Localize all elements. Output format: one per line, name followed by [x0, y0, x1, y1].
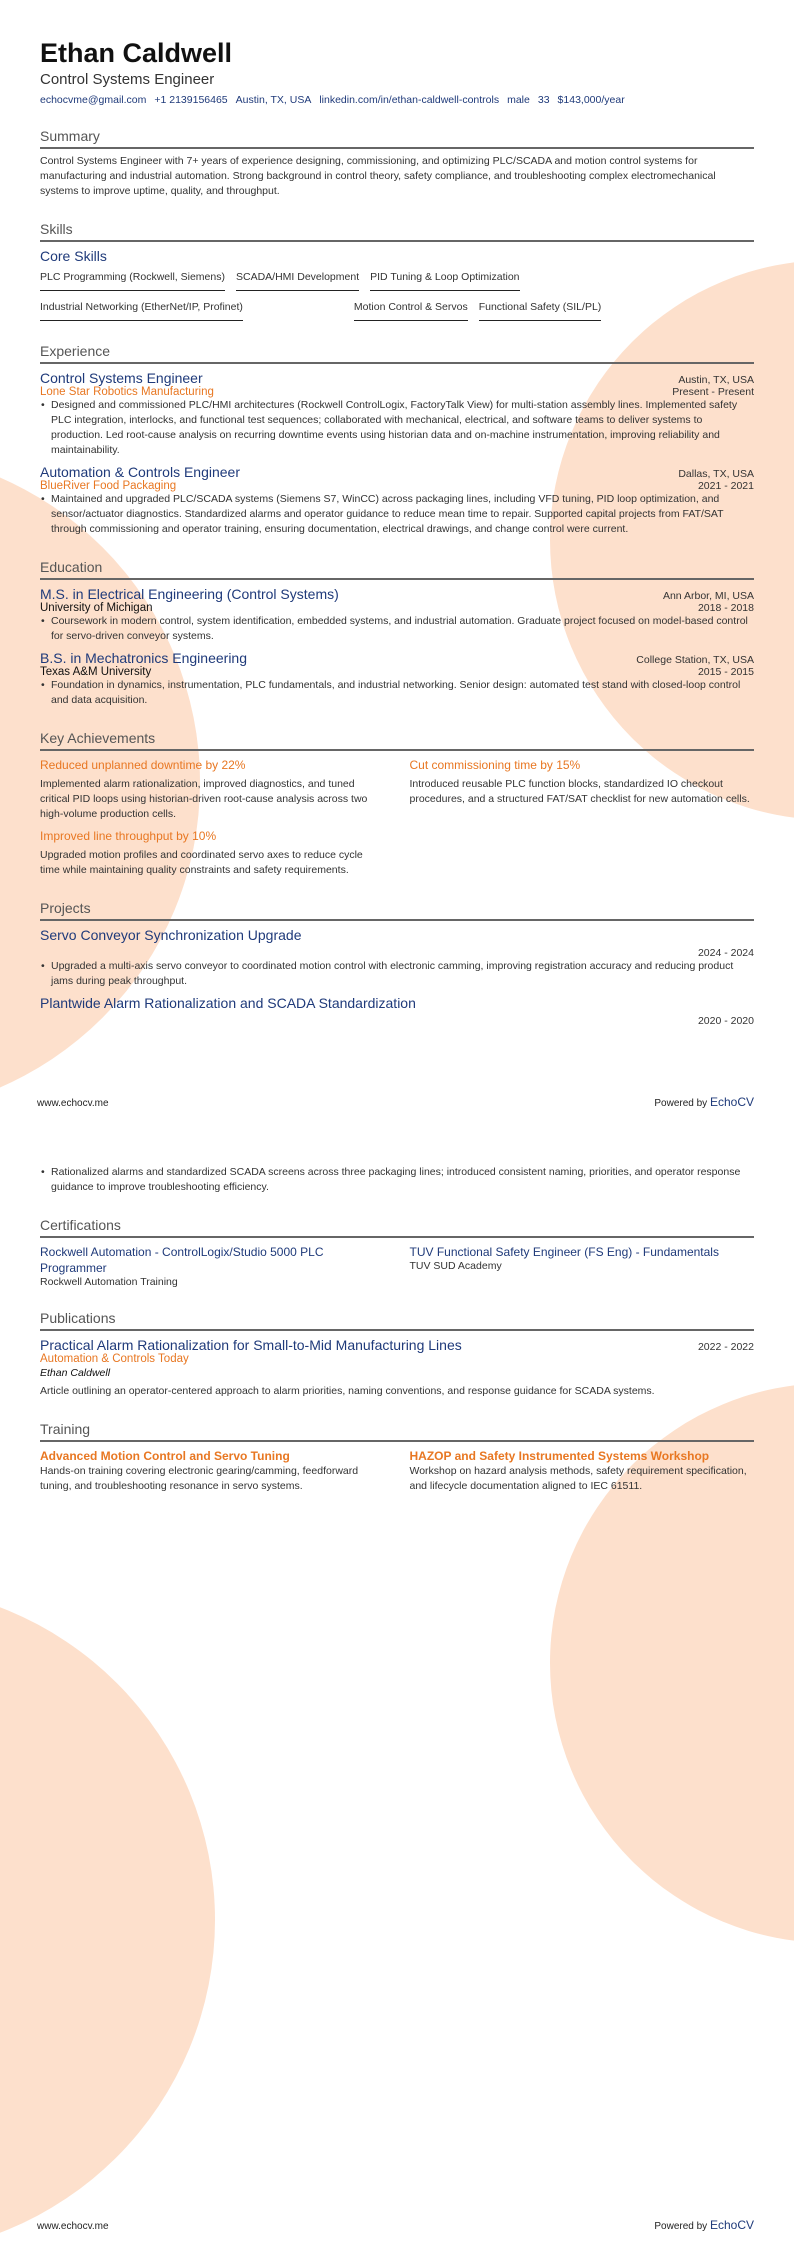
decorative-circle — [0, 1585, 215, 2246]
training-text: Workshop on hazard analysis methods, safety requirement specification, and lifecycle documentation aligned to IEC 61511. — [409, 1465, 747, 1492]
powered-by — [654, 2218, 754, 2232]
section-heading-achievements: Key Achievements — [40, 730, 754, 751]
candidate-title: Control Systems Engineer — [40, 71, 215, 88]
skill-item: PLC Programming (Rockwell, Siemens) — [40, 267, 225, 291]
education-entry — [40, 650, 754, 708]
experience-entry — [40, 370, 754, 458]
skills-group-title: Core Skills — [40, 248, 107, 264]
page-footer — [37, 2218, 754, 2232]
certifications-grid — [40, 1244, 754, 1288]
certification-item — [40, 1244, 385, 1288]
salary: $143,000/year — [557, 94, 625, 106]
publisher: Automation & Controls Today — [40, 1353, 189, 1365]
brand-logo: EchoCV — [709, 2218, 754, 2232]
education-bullet: • Foundation in dynamics, instrumentation, PLC fundamentals, and industrial networking. Senior design: automated test stand with closed-loop control and data acquisition. — [51, 678, 754, 708]
publication-author: Ethan Caldwell — [40, 1367, 111, 1379]
job-title: Automation & Controls Engineer — [40, 464, 240, 480]
training-item — [40, 1442, 385, 1494]
section-heading-experience: Experience — [40, 343, 754, 364]
achievement-item — [40, 822, 385, 878]
summary-text: Control Systems Engineer with 7+ years of experience designing, commissioning, and optimizing PLC/SCADA and motion control systems for manufacturing and industrial automation. Strong background in control theory, safety compliance, and troubleshooting complex electromechanical systems to improve uptime, quality, and throughput. — [40, 155, 716, 197]
page-footer — [37, 1095, 754, 1109]
skill-item: Motion Control & Servos — [354, 297, 468, 321]
achievements-grid — [40, 751, 754, 878]
degree: B.S. in Mechatronics Engineering — [40, 650, 247, 666]
achievement-text: Upgraded motion profiles and coordinated servo axes to reduce cycle time while maintaining quality constraints and safety requirements. — [40, 849, 363, 876]
project-dates: 2024 - 2024 — [697, 947, 754, 959]
section-heading-education: Education — [40, 559, 754, 580]
email-link[interactable]: echocvme@gmail.com — [40, 94, 147, 106]
powered-by-label: Powered by — [654, 2221, 708, 2232]
section-heading-training: Training — [40, 1421, 754, 1442]
achievement-text: Introduced reusable PLC function blocks, standardized IO checkout procedures, and a structured FAT/SAT checklist for new automation cells. — [409, 778, 750, 805]
skill-item: Functional Safety (SIL/PL) — [479, 297, 602, 321]
project-title: Plantwide Alarm Rationalization and SCADA Standardization — [40, 995, 416, 1011]
job-title: Control Systems Engineer — [40, 370, 203, 386]
achievement-item — [40, 751, 385, 822]
education-dates: 2015 - 2015 — [697, 666, 754, 678]
age: 33 — [537, 94, 550, 106]
section-heading-certifications: Certifications — [40, 1217, 754, 1238]
contact-info — [40, 94, 754, 106]
publication-dates: 2022 - 2022 — [697, 1341, 754, 1353]
publication-entry — [40, 1337, 754, 1399]
education-bullet: • Coursework in modern control, system identification, embedded systems, and industrial automation. Graduate project focused on model-based control for servo-driven conveyor systems. — [51, 614, 754, 644]
school-name: Texas A&M University — [40, 666, 152, 678]
achievement-title: Cut commissioning time by 15% — [409, 758, 581, 772]
school-location: College Station, TX, USA — [636, 654, 754, 666]
degree: M.S. in Electrical Engineering (Control Systems) — [40, 586, 339, 602]
location: Austin, TX, USA — [235, 94, 312, 106]
brand-logo: EchoCV — [709, 1095, 754, 1109]
section-heading-skills: Skills — [40, 221, 754, 242]
job-bullet: • Designed and commissioned PLC/HMI architectures (Rockwell ControlLogix, FactoryTalk View) for multi-station assembly lines. Implemented safety PLC integration, interlocks, and functional test sequences; collaborated with mechanical, electrical, and software teams to deliver systems to production. Led root-cause analysis on recurring downtime events using historian data and on-machine instrumentation, improving reliability and maintainability. — [51, 398, 754, 458]
section-heading-projects: Projects — [40, 900, 754, 921]
company-name: BlueRiver Food Packaging — [40, 480, 177, 492]
skill-item: SCADA/HMI Development — [236, 267, 359, 291]
training-item — [410, 1442, 755, 1494]
education-entry — [40, 586, 754, 644]
achievement-text: Implemented alarm rationalization, improved diagnostics, and tuned critical PID loops using historian-driven root-cause analysis across two high-volume production cells. — [40, 778, 368, 820]
job-location: Austin, TX, USA — [678, 374, 754, 386]
skill-item: Industrial Networking (EtherNet/IP, Profinet) — [40, 297, 243, 321]
project-title: Servo Conveyor Synchronization Upgrade — [40, 927, 302, 943]
education-dates: 2018 - 2018 — [697, 602, 754, 614]
training-text: Hands-on training covering electronic gearing/camming, feedforward tuning, and troubleshooting resonance in servo systems. — [40, 1465, 359, 1492]
job-bullet: • Maintained and upgraded PLC/SCADA systems (Siemens S7, WinCC) across packaging lines, including VFD tuning, PID loop optimization, and sensor/actuator diagnostics. Standardized alarms and operator guidance to reduce mean time to repair. Supported capital projects from FAT/SAT through commissioning and operator training, ensuring documentation, electrical drawings, and change control were current. — [51, 492, 754, 537]
school-location: Ann Arbor, MI, USA — [662, 590, 754, 602]
certification-title: Rockwell Automation - ControlLogix/Studio 5000 PLC Programmer — [40, 1245, 324, 1275]
skills-list — [40, 267, 754, 327]
training-grid — [40, 1442, 754, 1494]
training-title: HAZOP and Safety Instrumented Systems Workshop — [409, 1449, 710, 1463]
experience-entry — [40, 464, 754, 537]
section-heading-summary: Summary — [40, 128, 754, 149]
publication-title: Practical Alarm Rationalization for Small-to-Mid Manufacturing Lines — [40, 1337, 462, 1353]
publication-text: Article outlining an operator-centered approach to alarm priorities, naming conventions, and response guidance for SCADA systems. — [40, 1385, 655, 1397]
certification-title: TUV Functional Safety Engineer (FS Eng) - Fundamentals — [409, 1245, 719, 1259]
project-bullet: • Upgraded a multi-axis servo conveyor to coordinated motion control with electronic camming, improving registration accuracy and reducing product jams during peak throughput. — [51, 959, 754, 989]
project-dates: 2020 - 2020 — [697, 1015, 754, 1027]
linkedin-link[interactable]: linkedin.com/in/ethan-caldwell-controls — [319, 94, 500, 106]
certification-issuer: TUV SUD Academy — [409, 1260, 502, 1272]
certification-item — [410, 1244, 755, 1288]
section-heading-publications: Publications — [40, 1310, 754, 1331]
training-title: Advanced Motion Control and Servo Tuning — [40, 1449, 290, 1463]
candidate-name: Ethan Caldwell — [40, 38, 233, 68]
project-entry — [40, 995, 754, 1027]
job-dates: 2021 - 2021 — [697, 480, 754, 492]
gender: male — [507, 94, 530, 106]
achievement-item — [410, 751, 755, 822]
job-location: Dallas, TX, USA — [678, 468, 754, 480]
certification-issuer: Rockwell Automation Training — [40, 1276, 178, 1288]
powered-by — [654, 1095, 754, 1109]
powered-by-label: Powered by — [654, 1098, 708, 1109]
job-dates: Present - Present — [672, 386, 754, 398]
project-entry — [40, 927, 754, 989]
company-name: Lone Star Robotics Manufacturing — [40, 386, 214, 398]
skill-item: PID Tuning & Loop Optimization — [370, 267, 519, 291]
phone: +1 2139156465 — [154, 94, 228, 106]
achievement-title: Reduced unplanned downtime by 22% — [40, 758, 246, 772]
resume-page-2 — [0, 1123, 794, 2246]
project-bullet: • Rationalized alarms and standardized SCADA screens across three packaging lines; introduced consistent naming, priorities, and operator response guidance to improve troubleshooting efficiency. — [51, 1165, 754, 1195]
achievement-title: Improved line throughput by 10% — [40, 829, 217, 843]
school-name: University of Michigan — [40, 602, 153, 614]
footer-site-link[interactable]: www.echocv.me — [37, 1098, 109, 1109]
footer-site-link[interactable]: www.echocv.me — [37, 2221, 109, 2232]
